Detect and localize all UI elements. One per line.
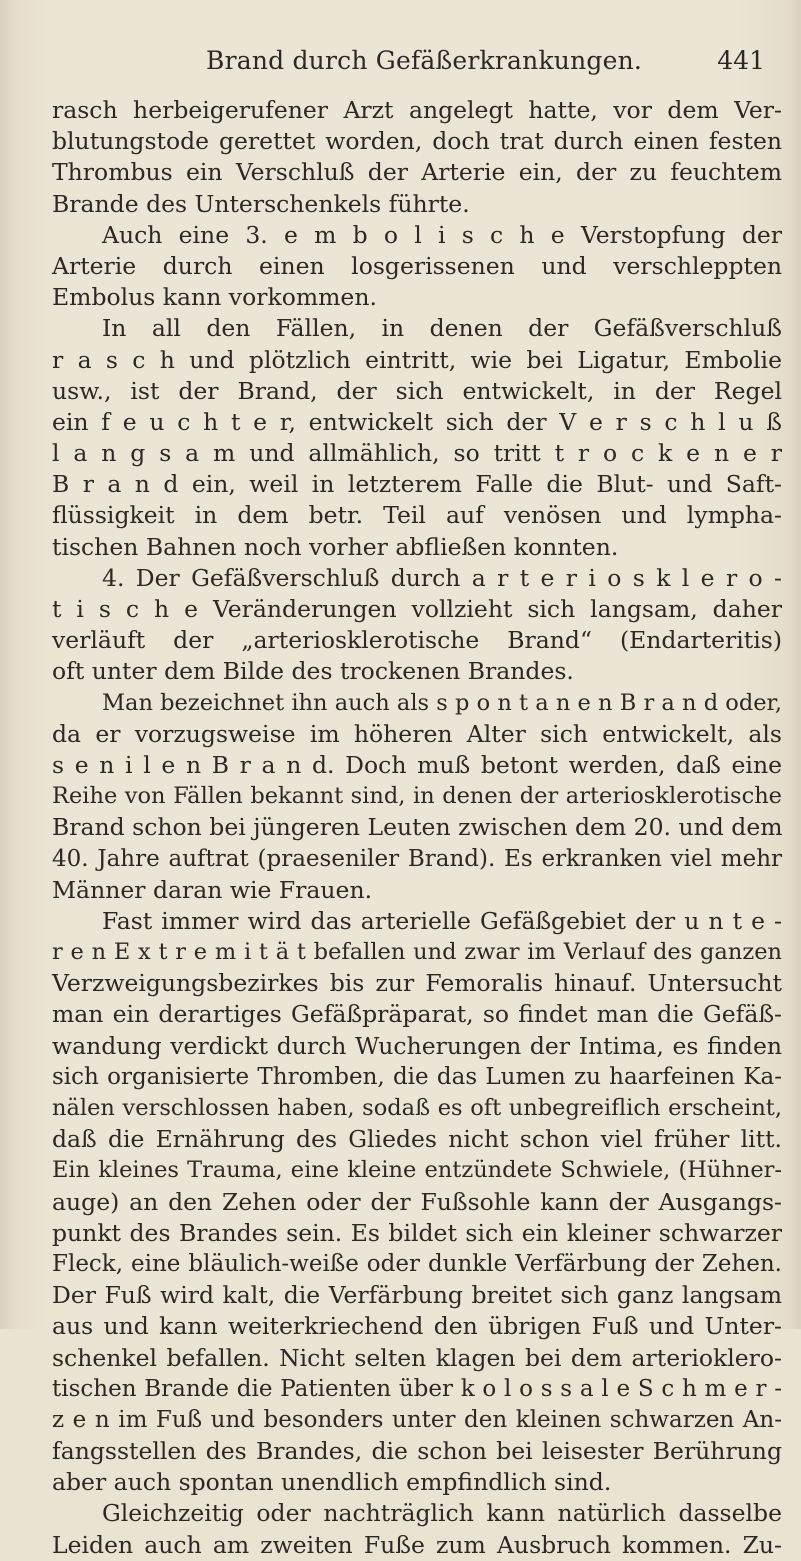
text-line: ein f e u c h t e r, entwickelt sich der V e r s c h l u ß [52,407,782,436]
text-line: Reihe von Fällen bekannt sind, in denen der arteriosklerotische [52,783,782,810]
running-title: Brand durch Gefäßerkrankungen. [206,46,643,75]
text-line: Brande des Unterschenkels führte. [52,189,470,218]
text-line: tischen Bahnen noch vorher abfließen konnten. [52,532,619,561]
text-line: rasch herbeigerufener Arzt angelegt hatte, vor dem Ver- [52,96,782,124]
text-line: Verzweigungsbezirkes bis zur Femoralis hinauf. Untersucht [52,969,782,998]
text-line: oft unter dem Bilde des trockenen Brandes. [52,657,574,686]
text-line: fangsstellen des Brandes, die schon bei leisester Berührung [52,1437,782,1466]
text-line: 40. Jahre auftrat (praeseniler Brand). Es erkranken viel mehr [52,845,782,872]
text-line: schenkel befallen. Nicht selten klagen bei dem arterioklero- [52,1343,782,1372]
text-line: r a s c h und plötzlich eintritt, wie bei Ligatur, Embolie [52,345,782,374]
text-line: r e n E x t r e m i t ä t befallen und zwar im Verlauf des ganzen [52,939,782,966]
text-line: usw., ist der Brand, der sich entwickelt, in der Regel [52,376,782,405]
text-line: Männer daran wie Frauen. [52,875,373,904]
text-line: In all den Fällen, in denen der Gefäßverschluß [102,314,782,343]
text-line: nälen verschlossen haben, sodaß es oft unbegreiflich erscheint, [52,1095,782,1121]
text-line: Gleichzeitig oder nachträglich kann natürlich dasselbe [102,1499,782,1528]
text-line: Brand schon bei jüngeren Leuten zwischen dem 20. und dem [52,813,783,842]
text-line: Embolus kann vorkommen. [52,283,377,312]
text-line: flüssigkeit in dem betr. Teil auf venösen und lympha- [52,501,782,530]
text-line: Thrombus ein Verschluß der Arterie ein, der zu feuchtem [52,158,782,187]
text-line: tischen Brande die Patienten über k o l o s s a l e S c h m e r - [52,1375,782,1402]
text-line: auge) an den Zehen oder der Fußsohle kann der Ausgangs- [52,1187,782,1216]
text-line: Der Fuß wird kalt, die Verfärbung breitet sich ganz langsam [52,1281,782,1310]
text-line: B r a n d ein, weil in letzterem Falle die Blut- und Saft- [52,470,782,499]
text-line: da er vorzugsweise im höheren Alter sich entwickelt, als [52,719,782,748]
text-line: t i s c h e Veränderungen vollzieht sich langsam, daher [52,595,782,623]
text-line: z e n im Fuß und besonders unter den kleinen schwarzen An- [52,1406,782,1433]
text-line: blutungstode gerettet worden, doch trat durch einen festen [52,127,782,156]
text-line: Ein kleines Trauma, eine kleine entzündete Schwiele, (Hühner- [52,1157,782,1184]
body-text [52,95,782,1561]
text-line: Fleck, eine bläulich-weiße oder dunkle Verfärbung der Zehen. [52,1250,782,1277]
text-line: Fast immer wird das arterielle Gefäßgebiet der u n t e - [102,906,782,935]
text-line: l a n g s a m und allmählich, so tritt t r o c k e n e r [52,439,782,468]
text-line: Leiden auch am zweiten Fuße zum Ausbruch kommen. Zu- [52,1530,782,1559]
text-line: daß die Ernährung des Gliedes nicht schon viel früher litt. [52,1125,782,1154]
text-line: man ein derartiges Gefäßpräparat, so findet man die Gefäß- [52,1000,782,1029]
text-line: Arterie durch einen losgerissenen und verschleppten [52,251,782,280]
text-line: Man bezeichnet ihn auch als s p o n t a n e n B r a n d oder, [102,689,782,716]
text-line: sich organisierte Thromben, die das Lumen zu haarfeinen Ka- [52,1063,782,1090]
page-number: 441 [717,46,765,75]
text-line: wandung verdickt durch Wucherungen der Intima, es finden [52,1031,782,1060]
text-line: s e n i l e n B r a n d. Doch muß betont werden, daß eine [52,750,782,779]
text-line: punkt des Brandes sein. Es bildet sich ein kleiner schwarzer [52,1218,782,1247]
text-line: aus und kann weiterkriechend den übrigen Fuß und Unter- [52,1312,782,1341]
text-line: 4. Der Gefäßverschluß durch a r t e r i o s k l e r o - [102,563,782,592]
text-line: verläuft der „arteriosklerotische Brand“ (Endarteritis) [52,626,782,655]
text-line: aber auch spontan unendlich empfindlich sind. [52,1468,612,1497]
text-line: Auch eine 3. e m b o l i s c h e Verstopfung der [102,220,782,249]
